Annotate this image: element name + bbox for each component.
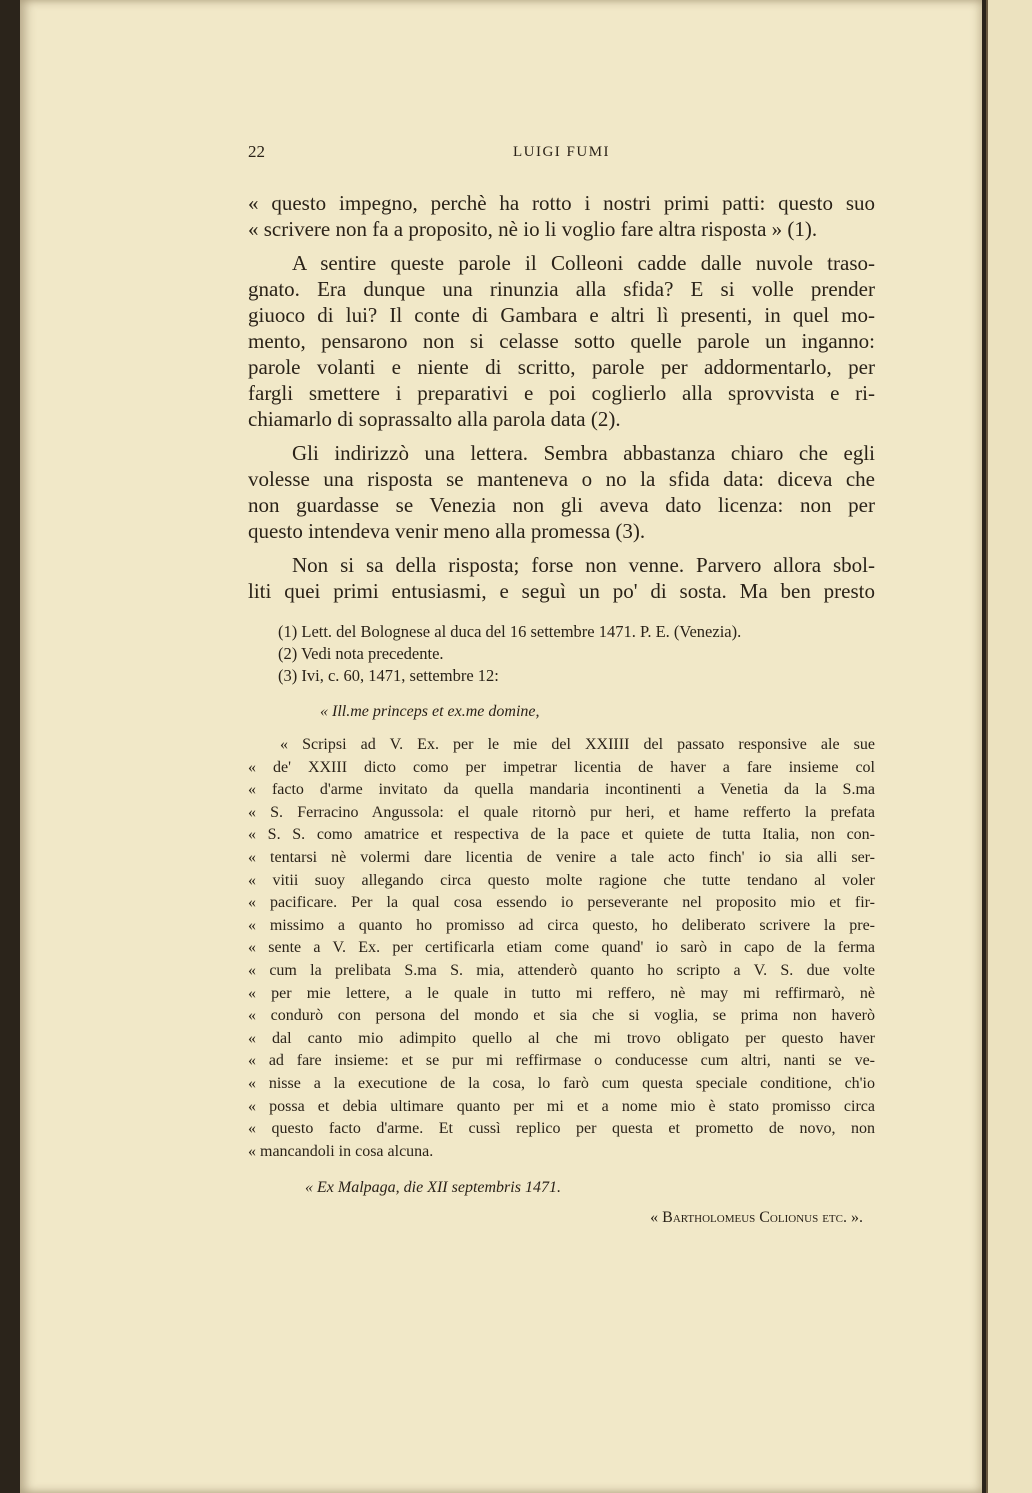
- text-line: giuoco di lui? Il conte di Gambara e altri lì presenti, in quel mo-: [248, 303, 875, 327]
- letter-line: « sente a V. Ex. per certificarla etiam come quand' io sarò in capo de la ferma: [248, 939, 875, 957]
- adjacent-page-edge: [986, 0, 1032, 1493]
- footnote-2: (2) Vedi nota precedente.: [278, 644, 444, 663]
- letter-line: « dal canto mio adimpito quello al che mi trovo obligato per questo haver: [248, 1029, 875, 1047]
- letter: [248, 701, 875, 1230]
- text-line: fargli smettere i preparativi e poi coglierlo alla sprovvista e ri-: [248, 381, 875, 405]
- letter-line: « Scripsi ad V. Ex. per le mie del XXIIII del passato responsive ale sue: [280, 736, 875, 753]
- letter-line: « nisse a la executione de la cosa, lo farò cum questa speciale conditione, ch'io: [248, 1074, 875, 1092]
- letter-line: « facto d'arme invitato da quella mandaria incontinenti a Venetia da la S.ma: [248, 781, 875, 799]
- letter-line: « mancandoli in cosa alcuna.: [248, 1142, 434, 1160]
- book-page: [20, 0, 982, 1493]
- text-line: parole volanti e niente di scritto, parole per addormentarlo, per: [248, 355, 875, 379]
- text-line: chiamarlo di soprassalto alla parola data (2).: [248, 407, 621, 431]
- letter-dateline: « Ex Malpaga, die XII septembris 1471.: [305, 1179, 561, 1197]
- page-number: 22: [248, 142, 265, 161]
- letter-salutation: « Ill.me princeps et ex.me domine,: [320, 703, 540, 720]
- letter-line: « per mie lettere, a le quale in tutto mi reffero, nè may mi reffirmarò, nè: [248, 984, 875, 1002]
- running-title: LUIGI FUMI: [512, 144, 611, 160]
- letter-line: « missimo a quanto ho promisso ad circa questo, ho deliberato scrivere la pre-: [248, 916, 875, 934]
- letter-line: « ad fare insieme: et se pur mi reffirmase o conducesse cum altri, nanti se ve-: [248, 1052, 875, 1070]
- letter-line: « cum la prelibata S.ma S. mia, attenderò quanto ho scripto a V. S. due volte: [248, 961, 875, 979]
- letter-line: « vitii suoy allegando circa questo molte ragione che tutte tendano al voler: [248, 871, 875, 889]
- letter-line: « pacificare. Per la qual cosa essendo io perseverante nel proposito mio et fir-: [248, 894, 875, 912]
- text-line: mento, pensarono non si celasse sotto quelle parole un inganno:: [248, 329, 875, 353]
- letter-line: « possa et debia ultimare quanto per mi et a nome mio è stato promisso circa: [248, 1097, 875, 1115]
- letter-line: « S. S. como amatrice et respectiva de la pace et quiete de tutta Italia, non con-: [248, 826, 875, 844]
- text-line: Gli indirizzò una lettera. Sembra abbastanza chiaro che egli: [292, 441, 875, 465]
- text-line: « scrivere non fa a proposito, nè io li voglio fare altra risposta » (1).: [248, 217, 818, 241]
- letter-signature: « Bartholomeus Colionus etc. ».: [650, 1209, 863, 1227]
- letter-line: « S. Ferracino Angussola: el quale ritornò pur heri, et hame refferto la prefata: [248, 803, 875, 821]
- letter-line: « tentarsi nè volermi dare licentia de venire a tale acto finch' io sia alli ser-: [248, 848, 875, 866]
- text-line: gnato. Era dunque una rinunzia alla sfida? E si volle prender: [248, 277, 875, 301]
- text-line: volesse una risposta se manteneva o no la sfida data: diceva che: [248, 467, 875, 491]
- text-line: Non si sa della risposta; forse non venne. Parvero allora sbol-: [292, 553, 875, 577]
- footnote-1: (1) Lett. del Bolognese al duca del 16 settembre 1471. P. E. (Venezia).: [278, 622, 742, 641]
- letter-line: « de' XXIII dicto como per impetrar licentia de haver a fare insieme col: [248, 758, 875, 776]
- text-line: questo intendeva venir meno alla promessa (3).: [248, 519, 646, 543]
- main-text: [248, 190, 875, 604]
- letter-line: « questo facto d'arme. Et cussì replico per questa et prometto de novo, non: [248, 1120, 875, 1138]
- text-line: A sentire queste parole il Colleoni cadde dalle nuvole traso-: [292, 251, 875, 275]
- letter-line: « condurò con persona del mondo et sia che si voglia, se prima non haverò: [248, 1007, 875, 1025]
- text-line: non guardasse se Venezia non gli aveva dato licenza: non per: [248, 493, 875, 517]
- text-line: liti quei primi entusiasmi, e seguì un po' di sosta. Ma ben presto: [248, 579, 875, 603]
- footnote-3: (3) Ivi, c. 60, 1471, settembre 12:: [278, 666, 499, 685]
- footnotes: [248, 621, 875, 687]
- text-line: « questo impegno, perchè ha rotto i nostri primi patti: questo suo: [248, 191, 875, 215]
